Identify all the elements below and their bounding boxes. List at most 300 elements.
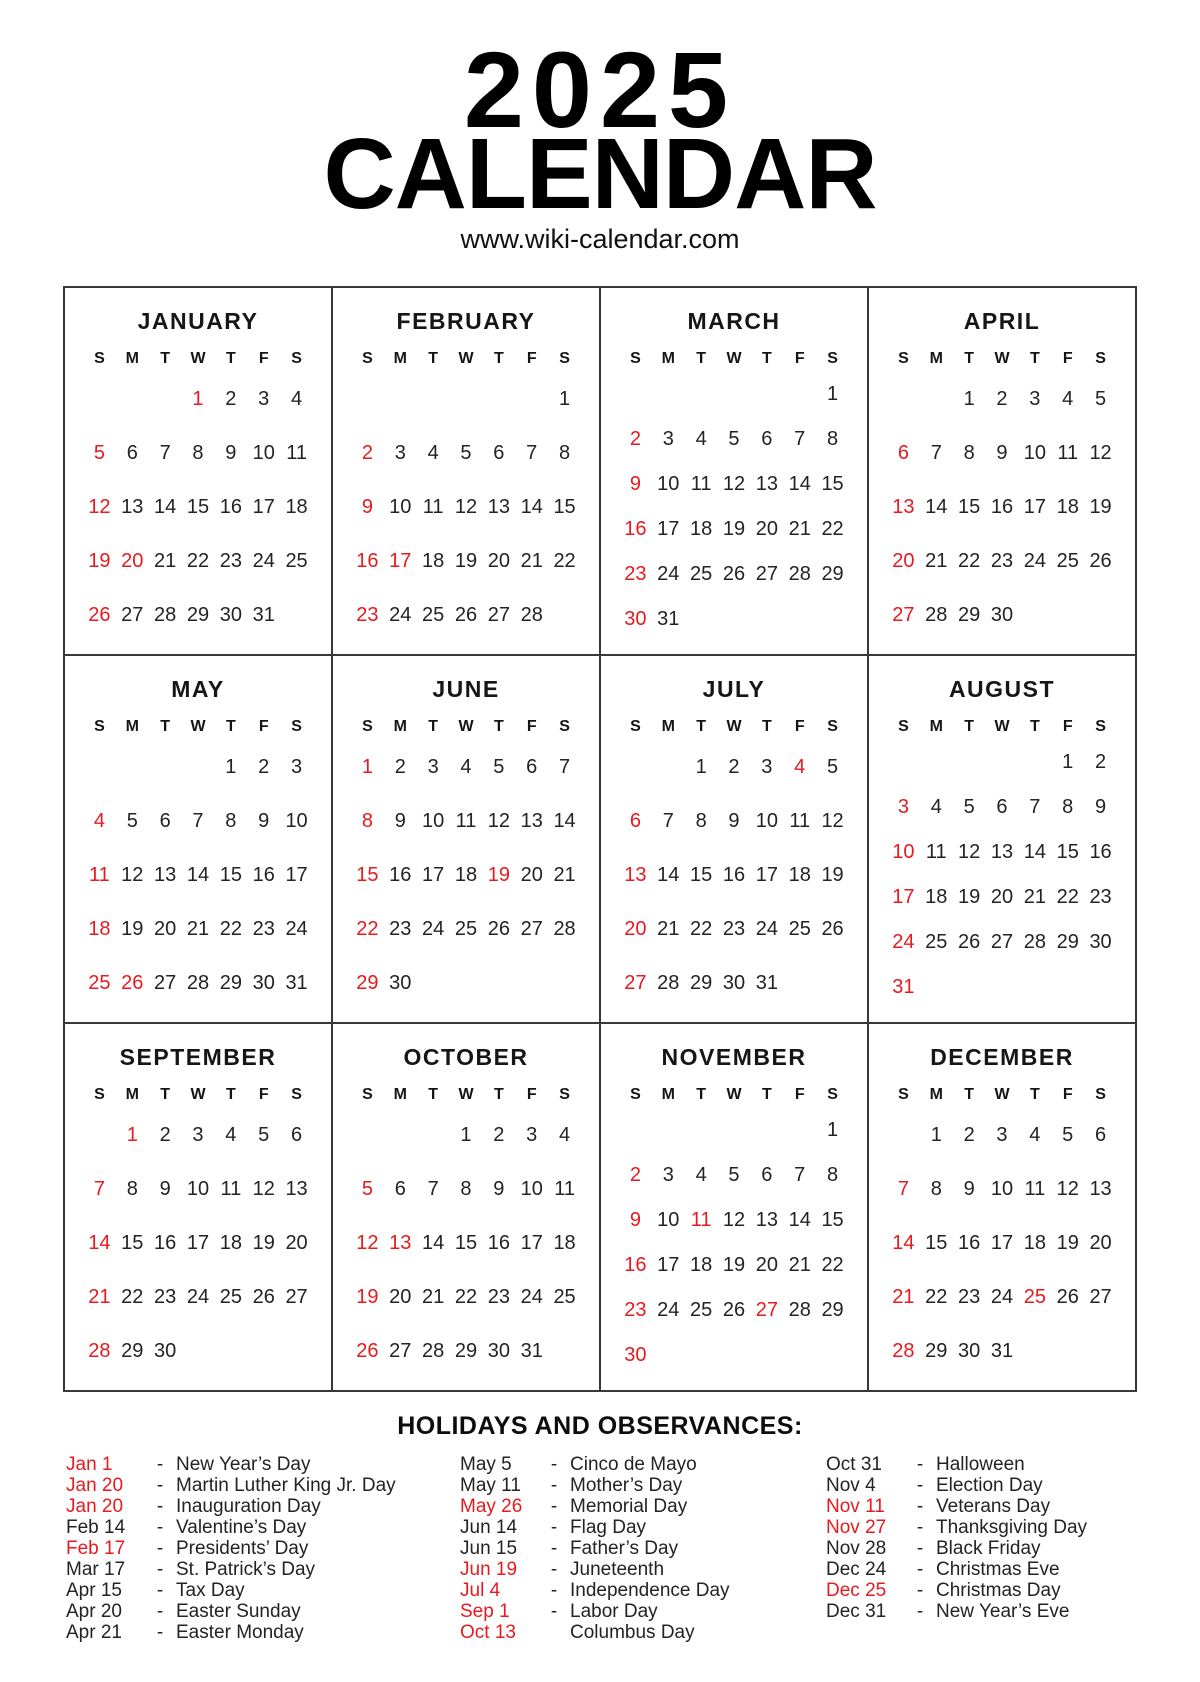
- day-cell: 6: [629, 809, 641, 832]
- day-cell: 24: [892, 931, 915, 953]
- holiday-name: St. Patrick’s Day: [176, 1559, 316, 1580]
- day-cell: 29: [821, 1299, 844, 1321]
- holiday-date: May 11: [460, 1475, 521, 1496]
- holiday-date: Feb 17: [66, 1538, 126, 1559]
- day-cell-empty: [182, 740, 215, 794]
- day-cell: 11: [422, 495, 444, 518]
- day-cell: 1: [460, 1123, 472, 1146]
- holiday-name: Memorial Day: [570, 1496, 688, 1517]
- weekday-header: [883, 718, 1121, 736]
- month-calendar: [868, 655, 1136, 1023]
- day-cell: 4: [225, 1123, 237, 1146]
- day-cell: 24: [422, 917, 445, 940]
- day-cell: 31: [285, 971, 308, 994]
- holiday-row: [460, 1496, 730, 1517]
- day-cell: 20: [990, 886, 1014, 908]
- day-cell: 7: [159, 441, 171, 464]
- holiday-name: Presidents’ Day: [176, 1538, 309, 1559]
- weekday-header: [615, 350, 853, 368]
- weekday-label: M: [125, 350, 139, 367]
- day-cell: 23: [154, 1285, 177, 1308]
- day-cell: 18: [788, 863, 811, 886]
- day-cell-empty: [652, 372, 685, 417]
- day-cell: 25: [88, 971, 111, 994]
- day-cell: 13: [624, 863, 647, 886]
- day-cell: 24: [990, 1285, 1014, 1308]
- day-cell: 4: [930, 796, 942, 818]
- month-calendar: [868, 1023, 1136, 1391]
- day-cell: 30: [722, 971, 746, 994]
- holiday-date: Nov 4: [826, 1475, 876, 1496]
- day-cell: 9: [963, 1177, 975, 1200]
- day-cell: 9: [493, 1177, 505, 1200]
- holiday-name: Father’s Day: [570, 1538, 679, 1559]
- weekday-label: M: [125, 718, 139, 735]
- day-cell-empty: [750, 372, 783, 417]
- day-cell: 18: [454, 863, 478, 886]
- holiday-dash: -: [916, 1475, 924, 1496]
- day-cell: 15: [186, 495, 210, 518]
- day-cell: 23: [624, 563, 647, 585]
- day-cell: 8: [192, 441, 204, 464]
- day-cell: 31: [252, 603, 275, 626]
- weekday-label: W: [190, 350, 206, 367]
- day-cell: 28: [657, 971, 680, 994]
- day-cell: 7: [93, 1177, 105, 1200]
- day-cell: 20: [121, 549, 144, 572]
- day-cell-empty: [417, 1108, 450, 1162]
- day-cell: 8: [361, 809, 373, 832]
- day-cell: 20: [389, 1285, 412, 1308]
- holiday-name: Cinco de Mayo: [570, 1454, 697, 1475]
- day-cell: 11: [286, 441, 307, 464]
- month-title: MAY: [171, 676, 225, 702]
- day-cell: 10: [657, 473, 680, 495]
- month-title: FEBRUARY: [396, 308, 536, 334]
- day-cell-empty: [619, 1108, 652, 1153]
- day-cell: 10: [389, 495, 412, 518]
- day-cell: 14: [553, 809, 576, 832]
- weekday-label: T: [160, 718, 171, 735]
- day-cell: 10: [657, 1209, 680, 1231]
- day-cell: 30: [1089, 931, 1112, 953]
- day-cell: 11: [554, 1177, 575, 1200]
- day-cell-empty: [685, 1108, 718, 1153]
- day-cell: 25: [553, 1285, 576, 1308]
- day-cell: 28: [154, 603, 177, 626]
- month-calendar: [600, 287, 868, 655]
- day-cell: 1: [963, 387, 975, 410]
- day-cell: 9: [629, 473, 641, 495]
- day-cell: 4: [695, 1164, 707, 1186]
- day-cell: 15: [553, 495, 576, 518]
- day-cell: 9: [394, 809, 406, 832]
- day-cell: 29: [1056, 931, 1079, 953]
- day-cell: 30: [252, 971, 275, 994]
- day-cell: 19: [958, 886, 981, 908]
- day-cell: 8: [827, 428, 839, 450]
- year-title: 2025: [463, 29, 737, 150]
- weekday-label: S: [559, 1086, 570, 1103]
- day-cell: 20: [285, 1231, 308, 1254]
- day-cell: 24: [520, 1285, 543, 1308]
- day-cell: 5: [1095, 387, 1107, 410]
- day-cell: 18: [553, 1231, 576, 1254]
- day-cell: 23: [219, 549, 242, 572]
- day-cell: 22: [121, 1285, 144, 1308]
- weekday-label: S: [1095, 1086, 1106, 1103]
- day-cell: 19: [821, 863, 844, 886]
- day-cell: 3: [761, 755, 773, 778]
- day-cell: 21: [154, 549, 177, 572]
- day-cell: 14: [186, 863, 210, 886]
- day-cell: 3: [394, 441, 406, 464]
- holiday-dash: -: [550, 1496, 558, 1517]
- weekday-label: M: [125, 1086, 139, 1103]
- day-cell: 28: [422, 1339, 445, 1362]
- day-cell: 22: [454, 1285, 478, 1308]
- weekday-label: F: [526, 718, 537, 735]
- day-cell: 1: [1062, 751, 1074, 773]
- day-cell: 28: [553, 917, 576, 940]
- day-cell: 4: [291, 387, 303, 410]
- day-cell: 28: [892, 1339, 915, 1362]
- day-cell: 3: [258, 387, 270, 410]
- weekday-label: S: [362, 1086, 373, 1103]
- weekday-label: S: [291, 718, 302, 735]
- day-cell: 19: [1056, 1231, 1079, 1254]
- holiday-dash: -: [156, 1622, 164, 1643]
- holiday-row: [66, 1580, 396, 1601]
- holiday-date: Oct 31: [826, 1454, 882, 1475]
- day-cell: 29: [925, 1339, 948, 1362]
- holiday-name: Tax Day: [176, 1580, 245, 1601]
- day-cell: 8: [930, 1177, 942, 1200]
- day-cell: 9: [728, 809, 740, 832]
- day-cell: 10: [990, 1177, 1014, 1200]
- day-cell: 12: [722, 473, 746, 495]
- day-cell: 16: [219, 495, 242, 518]
- holiday-row: [826, 1601, 1087, 1622]
- weekday-header: [883, 350, 1121, 368]
- holiday-dash: -: [916, 1496, 924, 1517]
- holiday-dash: -: [156, 1475, 164, 1496]
- day-cell: 26: [722, 1299, 746, 1321]
- day-cell: 2: [493, 1123, 505, 1146]
- day-cell: 7: [526, 441, 538, 464]
- month-title: APRIL: [963, 308, 1041, 334]
- day-cell-empty: [783, 1108, 816, 1153]
- weekday-header: [615, 718, 853, 736]
- day-cell: 25: [690, 1299, 713, 1321]
- day-cell: 23: [356, 603, 379, 626]
- month-days: [79, 368, 317, 644]
- holiday-dash: -: [916, 1517, 924, 1538]
- holiday-name: Christmas Eve: [936, 1559, 1060, 1580]
- day-cell: 28: [788, 1299, 811, 1321]
- day-cell: 1: [827, 1119, 839, 1141]
- day-cell: 17: [1023, 495, 1046, 518]
- day-cell: 22: [821, 1254, 844, 1276]
- day-cell-empty: [750, 1108, 783, 1153]
- day-cell-empty: [619, 372, 652, 417]
- day-cell: 29: [186, 603, 210, 626]
- weekday-header: [79, 718, 317, 736]
- day-cell: 23: [1089, 886, 1112, 908]
- day-cell-empty: [619, 740, 652, 794]
- holiday-row: [826, 1475, 1087, 1496]
- day-cell: 21: [925, 549, 948, 572]
- day-cell: 23: [722, 917, 746, 940]
- day-cell: 1: [559, 387, 571, 410]
- day-cell-empty: [116, 372, 149, 426]
- day-cell-empty: [1018, 740, 1051, 785]
- day-cell-empty: [783, 372, 816, 417]
- day-cell: 1: [126, 1123, 138, 1146]
- day-cell: 5: [93, 441, 105, 464]
- weekday-label: M: [393, 718, 407, 735]
- day-cell: 16: [389, 863, 412, 886]
- holiday-row: [460, 1454, 730, 1475]
- day-cell: 13: [121, 495, 144, 518]
- day-cell: 27: [990, 931, 1014, 953]
- day-cell: 20: [624, 917, 647, 940]
- day-cell: 15: [821, 473, 844, 495]
- day-cell: 7: [192, 809, 204, 832]
- day-cell: 21: [892, 1285, 915, 1308]
- weekday-label: W: [726, 1086, 742, 1103]
- weekday-label: T: [428, 718, 439, 735]
- month-title: OCTOBER: [403, 1044, 529, 1070]
- day-cell-empty: [351, 1108, 384, 1162]
- day-cell: 15: [356, 863, 379, 886]
- day-cell: 29: [958, 603, 981, 626]
- day-cell: 6: [996, 796, 1008, 818]
- day-cell: 20: [154, 917, 177, 940]
- day-cell: 15: [690, 863, 713, 886]
- day-cell: 29: [219, 971, 242, 994]
- holiday-name: Veterans Day: [936, 1496, 1051, 1517]
- holiday-column: [66, 1454, 396, 1643]
- holiday-row: [460, 1622, 730, 1643]
- day-cell: 16: [356, 549, 379, 572]
- holiday-row: [66, 1622, 396, 1643]
- holiday-row: [66, 1496, 396, 1517]
- day-cell-empty: [450, 372, 483, 426]
- weekday-label: T: [1029, 350, 1040, 367]
- month-calendar: [64, 287, 332, 655]
- day-cell: 31: [990, 1339, 1014, 1362]
- day-cell: 18: [88, 917, 111, 940]
- day-cell: 23: [252, 917, 275, 940]
- holiday-name: Juneteenth: [570, 1559, 665, 1580]
- day-cell: 14: [1023, 841, 1046, 863]
- day-cell: 12: [1056, 1177, 1079, 1200]
- day-cell: 11: [1057, 441, 1079, 464]
- month-calendar: [332, 655, 600, 1023]
- day-cell: 26: [1056, 1285, 1079, 1308]
- day-cell: 8: [460, 1177, 472, 1200]
- weekday-label: W: [994, 350, 1010, 367]
- day-cell: 28: [186, 971, 210, 994]
- day-cell: 6: [394, 1177, 406, 1200]
- month-days: [615, 1104, 853, 1380]
- weekday-label: T: [1029, 718, 1040, 735]
- day-cell: 22: [821, 518, 844, 540]
- weekday-label: T: [696, 350, 707, 367]
- holiday-dash: -: [550, 1538, 558, 1559]
- calendar-grid: [63, 286, 1137, 1392]
- month-calendar: [868, 287, 1136, 655]
- day-cell: 26: [821, 917, 844, 940]
- day-cell: 13: [892, 495, 915, 518]
- holiday-date: Sep 1: [460, 1601, 510, 1622]
- day-cell: 24: [657, 1299, 680, 1321]
- day-cell: 12: [454, 495, 478, 518]
- day-cell: 15: [1056, 841, 1079, 863]
- day-cell: 14: [422, 1231, 445, 1254]
- weekday-label: S: [362, 350, 373, 367]
- day-cell: 16: [1089, 841, 1112, 863]
- holiday-date: Jun 19: [460, 1559, 518, 1580]
- day-cell: 3: [427, 755, 439, 778]
- day-cell: 25: [285, 549, 308, 572]
- month-title: JULY: [702, 676, 766, 702]
- day-cell: 19: [722, 1254, 746, 1276]
- day-cell: 31: [657, 608, 680, 630]
- day-cell: 13: [990, 841, 1014, 863]
- day-cell-empty: [718, 372, 751, 417]
- day-cell: 13: [285, 1177, 308, 1200]
- day-cell: 29: [821, 563, 844, 585]
- day-cell: 23: [990, 549, 1014, 572]
- day-cell: 23: [487, 1285, 510, 1308]
- day-cell: 27: [520, 917, 543, 940]
- day-cell: 10: [285, 809, 308, 832]
- day-cell: 20: [755, 1254, 778, 1276]
- holiday-date: Mar 17: [66, 1559, 126, 1580]
- day-cell-empty: [384, 372, 417, 426]
- holiday-row: [460, 1475, 730, 1496]
- day-cell: 17: [186, 1231, 210, 1254]
- day-cell-empty: [83, 372, 116, 426]
- day-cell-empty: [953, 740, 986, 785]
- day-cell: 17: [520, 1231, 543, 1254]
- weekday-label: M: [661, 1086, 675, 1103]
- holiday-dash: -: [156, 1454, 164, 1475]
- weekday-label: S: [898, 718, 909, 735]
- day-cell: 9: [225, 441, 237, 464]
- day-cell: 13: [1089, 1177, 1112, 1200]
- day-cell: 9: [629, 1209, 641, 1231]
- day-cell: 11: [1024, 1177, 1046, 1200]
- holiday-name: Halloween: [936, 1454, 1025, 1475]
- weekday-label: S: [898, 1086, 909, 1103]
- month-title: JUNE: [432, 676, 500, 702]
- holiday-date: Oct 13: [460, 1622, 516, 1643]
- day-cell: 14: [88, 1231, 111, 1254]
- day-cell: 27: [892, 603, 915, 626]
- day-cell: 25: [454, 917, 478, 940]
- month-days: [883, 368, 1121, 644]
- weekday-label: W: [458, 1086, 474, 1103]
- day-cell: 15: [958, 495, 981, 518]
- holiday-date: Jan 20: [66, 1496, 124, 1517]
- day-cell-empty: [887, 1108, 920, 1162]
- day-cell: 8: [559, 441, 571, 464]
- day-cell: 12: [821, 809, 844, 832]
- weekday-header: [79, 1086, 317, 1104]
- day-cell: 5: [126, 809, 138, 832]
- day-cell: 4: [794, 755, 806, 778]
- weekday-label: M: [929, 1086, 943, 1103]
- day-cell: 28: [88, 1339, 111, 1362]
- day-cell: 6: [526, 755, 538, 778]
- holiday-row: [826, 1454, 1087, 1475]
- holiday-row: [460, 1538, 730, 1559]
- month-calendar: [600, 655, 868, 1023]
- day-cell: 7: [794, 428, 806, 450]
- day-cell: 29: [454, 1339, 478, 1362]
- weekday-label: S: [559, 350, 570, 367]
- day-cell: 4: [559, 1123, 571, 1146]
- day-cell-empty: [920, 372, 953, 426]
- day-cell: 17: [657, 518, 680, 540]
- month-title: JANUARY: [137, 308, 259, 334]
- holiday-dash: -: [916, 1454, 924, 1475]
- day-cell: 2: [361, 441, 373, 464]
- weekday-label: F: [1062, 718, 1073, 735]
- day-cell: 5: [493, 755, 505, 778]
- holiday-dash: -: [156, 1496, 164, 1517]
- day-cell: 19: [121, 917, 144, 940]
- holiday-name: Black Friday: [936, 1538, 1041, 1559]
- day-cell: 12: [958, 841, 981, 863]
- day-cell: 19: [487, 863, 510, 886]
- weekday-label: M: [393, 350, 407, 367]
- day-cell: 11: [690, 473, 712, 495]
- day-cell: 16: [252, 863, 275, 886]
- weekday-label: T: [964, 1086, 975, 1103]
- holiday-name: New Year’s Day: [176, 1454, 311, 1475]
- weekday-label: T: [696, 718, 707, 735]
- day-cell: 6: [761, 1164, 773, 1186]
- day-cell: 3: [291, 755, 303, 778]
- day-cell: 20: [755, 518, 778, 540]
- holiday-name: Mother’s Day: [570, 1475, 683, 1496]
- day-cell: 22: [958, 549, 981, 572]
- weekday-header: [79, 350, 317, 368]
- day-cell: 14: [520, 495, 543, 518]
- day-cell: 20: [487, 549, 510, 572]
- weekday-label: T: [428, 1086, 439, 1103]
- day-cell: 22: [690, 917, 713, 940]
- day-cell: 25: [788, 917, 811, 940]
- day-cell: 25: [219, 1285, 242, 1308]
- day-cell: 21: [186, 917, 210, 940]
- day-cell: 22: [186, 549, 210, 572]
- weekday-label: S: [94, 1086, 105, 1103]
- month-days: [79, 1104, 317, 1380]
- day-cell: 18: [690, 518, 713, 540]
- weekday-label: S: [94, 350, 105, 367]
- day-cell: 7: [1029, 796, 1041, 818]
- day-cell: 10: [422, 809, 445, 832]
- holiday-date: Nov 27: [826, 1517, 887, 1538]
- weekday-header: [615, 1086, 853, 1104]
- weekday-label: T: [225, 350, 236, 367]
- month-days: [615, 368, 853, 644]
